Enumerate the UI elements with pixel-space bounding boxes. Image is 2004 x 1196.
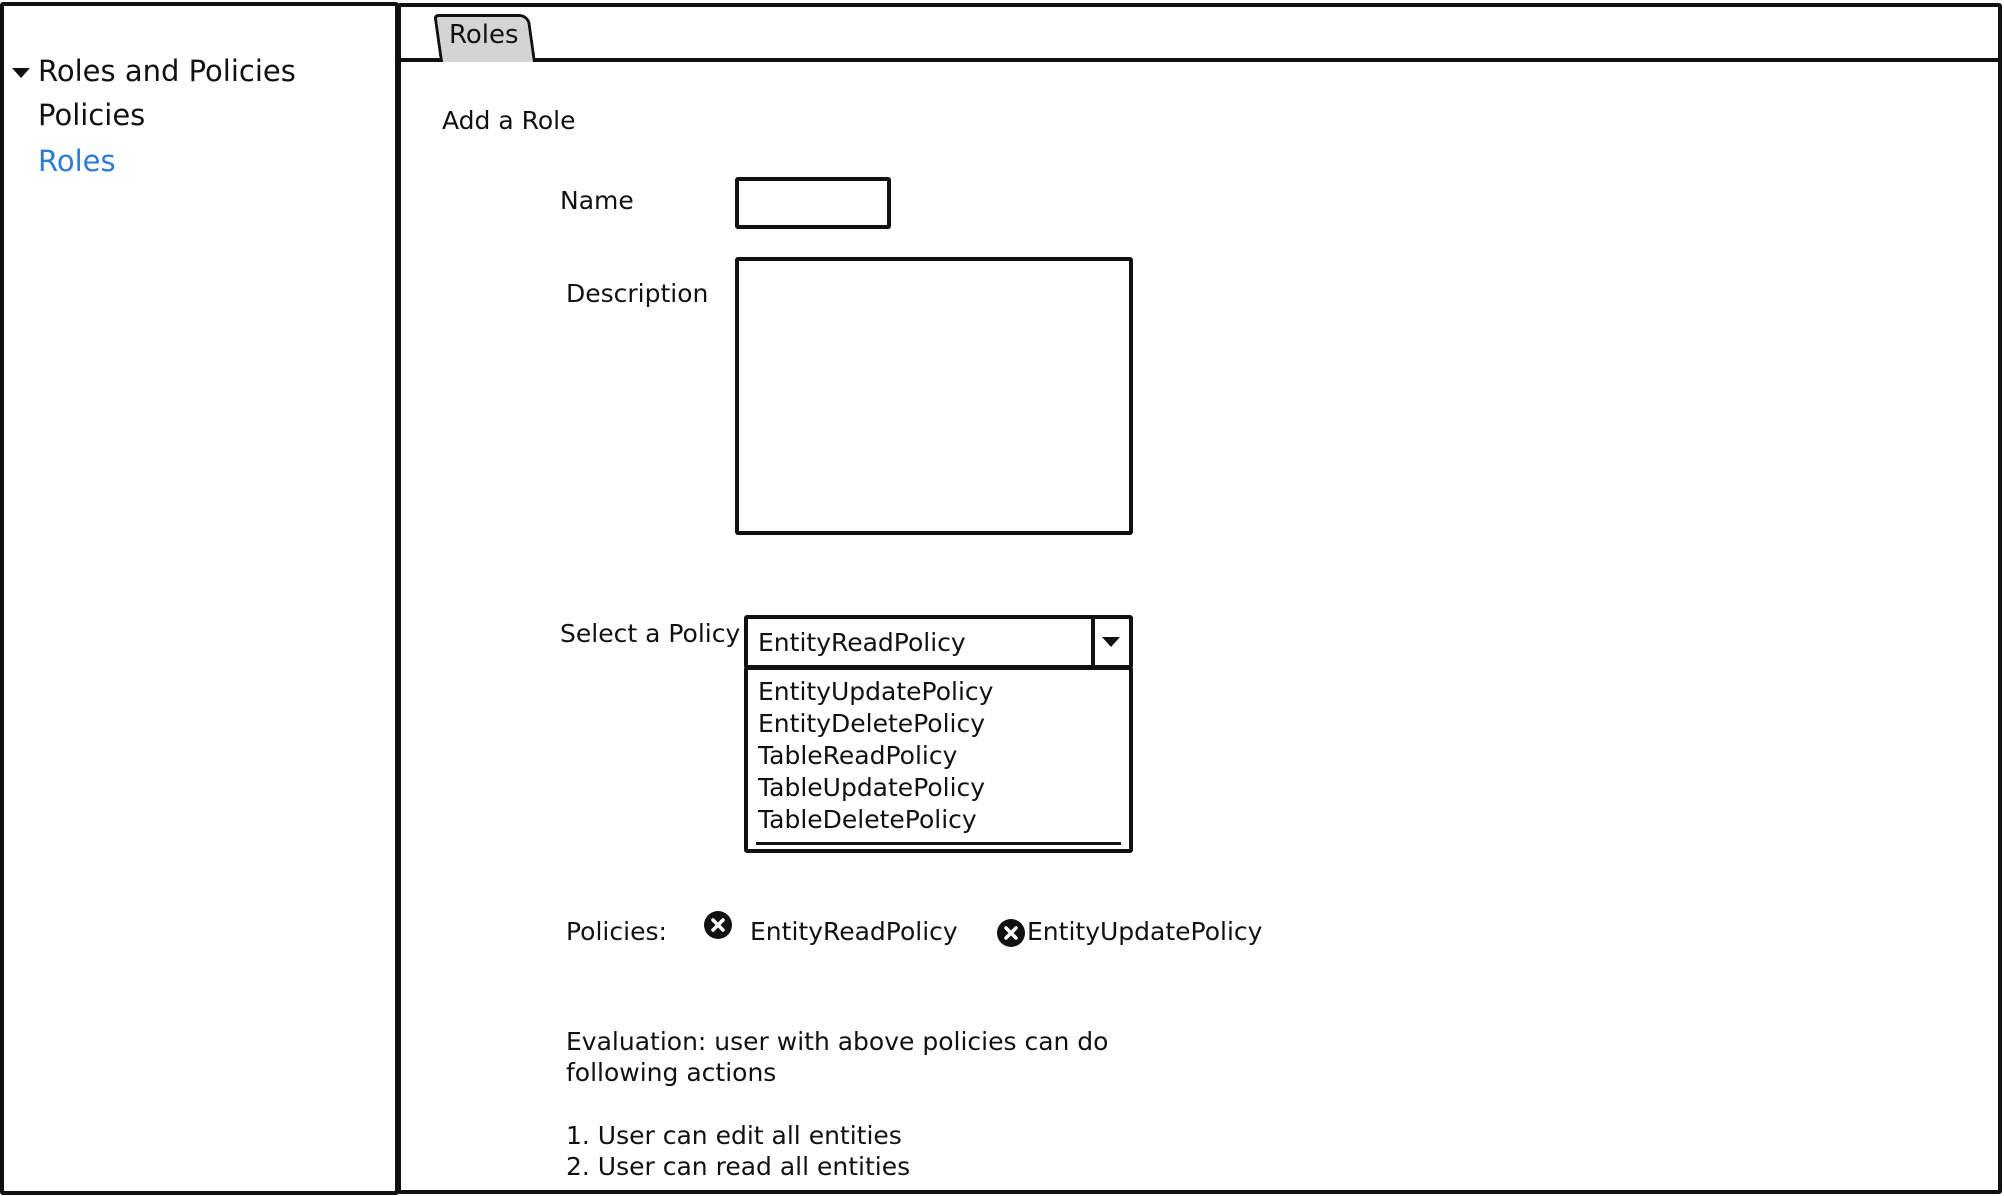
name-input[interactable] bbox=[735, 177, 891, 229]
evaluation-item: 2. User can read all entities bbox=[566, 1152, 911, 1181]
page-title: Add a Role bbox=[442, 106, 576, 135]
name-label: Name bbox=[560, 186, 634, 215]
evaluation-item: 1. User can edit all entities bbox=[566, 1121, 902, 1150]
selected-policy-chip: EntityUpdatePolicy bbox=[1027, 917, 1263, 946]
policy-select-value: EntityReadPolicy bbox=[758, 628, 966, 657]
remove-policy-icon[interactable] bbox=[997, 919, 1025, 947]
tab-strip bbox=[397, 3, 2002, 65]
select-policy-label: Select a Policy bbox=[560, 619, 741, 648]
policy-select[interactable] bbox=[744, 615, 1133, 669]
description-textarea[interactable] bbox=[735, 257, 1133, 535]
policy-option[interactable]: TableDeletePolicy bbox=[758, 805, 977, 834]
policy-option[interactable]: TableReadPolicy bbox=[758, 741, 958, 770]
policy-options-list bbox=[744, 666, 1133, 853]
policy-option[interactable]: EntityDeletePolicy bbox=[758, 709, 986, 738]
sidebar bbox=[0, 2, 399, 1195]
tab-roles-label[interactable]: Roles bbox=[449, 20, 519, 50]
selected-policy-chip: EntityReadPolicy bbox=[750, 917, 958, 946]
policies-label: Policies: bbox=[566, 917, 667, 946]
evaluation-heading-line1: Evaluation: user with above policies can do bbox=[566, 1027, 1109, 1056]
list-divider bbox=[756, 842, 1121, 845]
sidebar-item-roles[interactable]: Roles bbox=[38, 144, 116, 178]
sidebar-item-policies[interactable]: Policies bbox=[38, 98, 146, 132]
description-label: Description bbox=[566, 279, 709, 308]
policy-option[interactable]: EntityUpdatePolicy bbox=[758, 677, 994, 706]
chevron-down-icon bbox=[1102, 637, 1120, 647]
policy-option[interactable]: TableUpdatePolicy bbox=[758, 773, 986, 802]
dropdown-toggle-button[interactable] bbox=[1091, 619, 1129, 665]
tree-root-roles-and-policies[interactable]: Roles and Policies bbox=[38, 54, 296, 88]
remove-policy-icon[interactable] bbox=[704, 911, 732, 939]
evaluation-heading-line2: following actions bbox=[566, 1058, 777, 1087]
caret-down-icon[interactable] bbox=[12, 68, 30, 78]
